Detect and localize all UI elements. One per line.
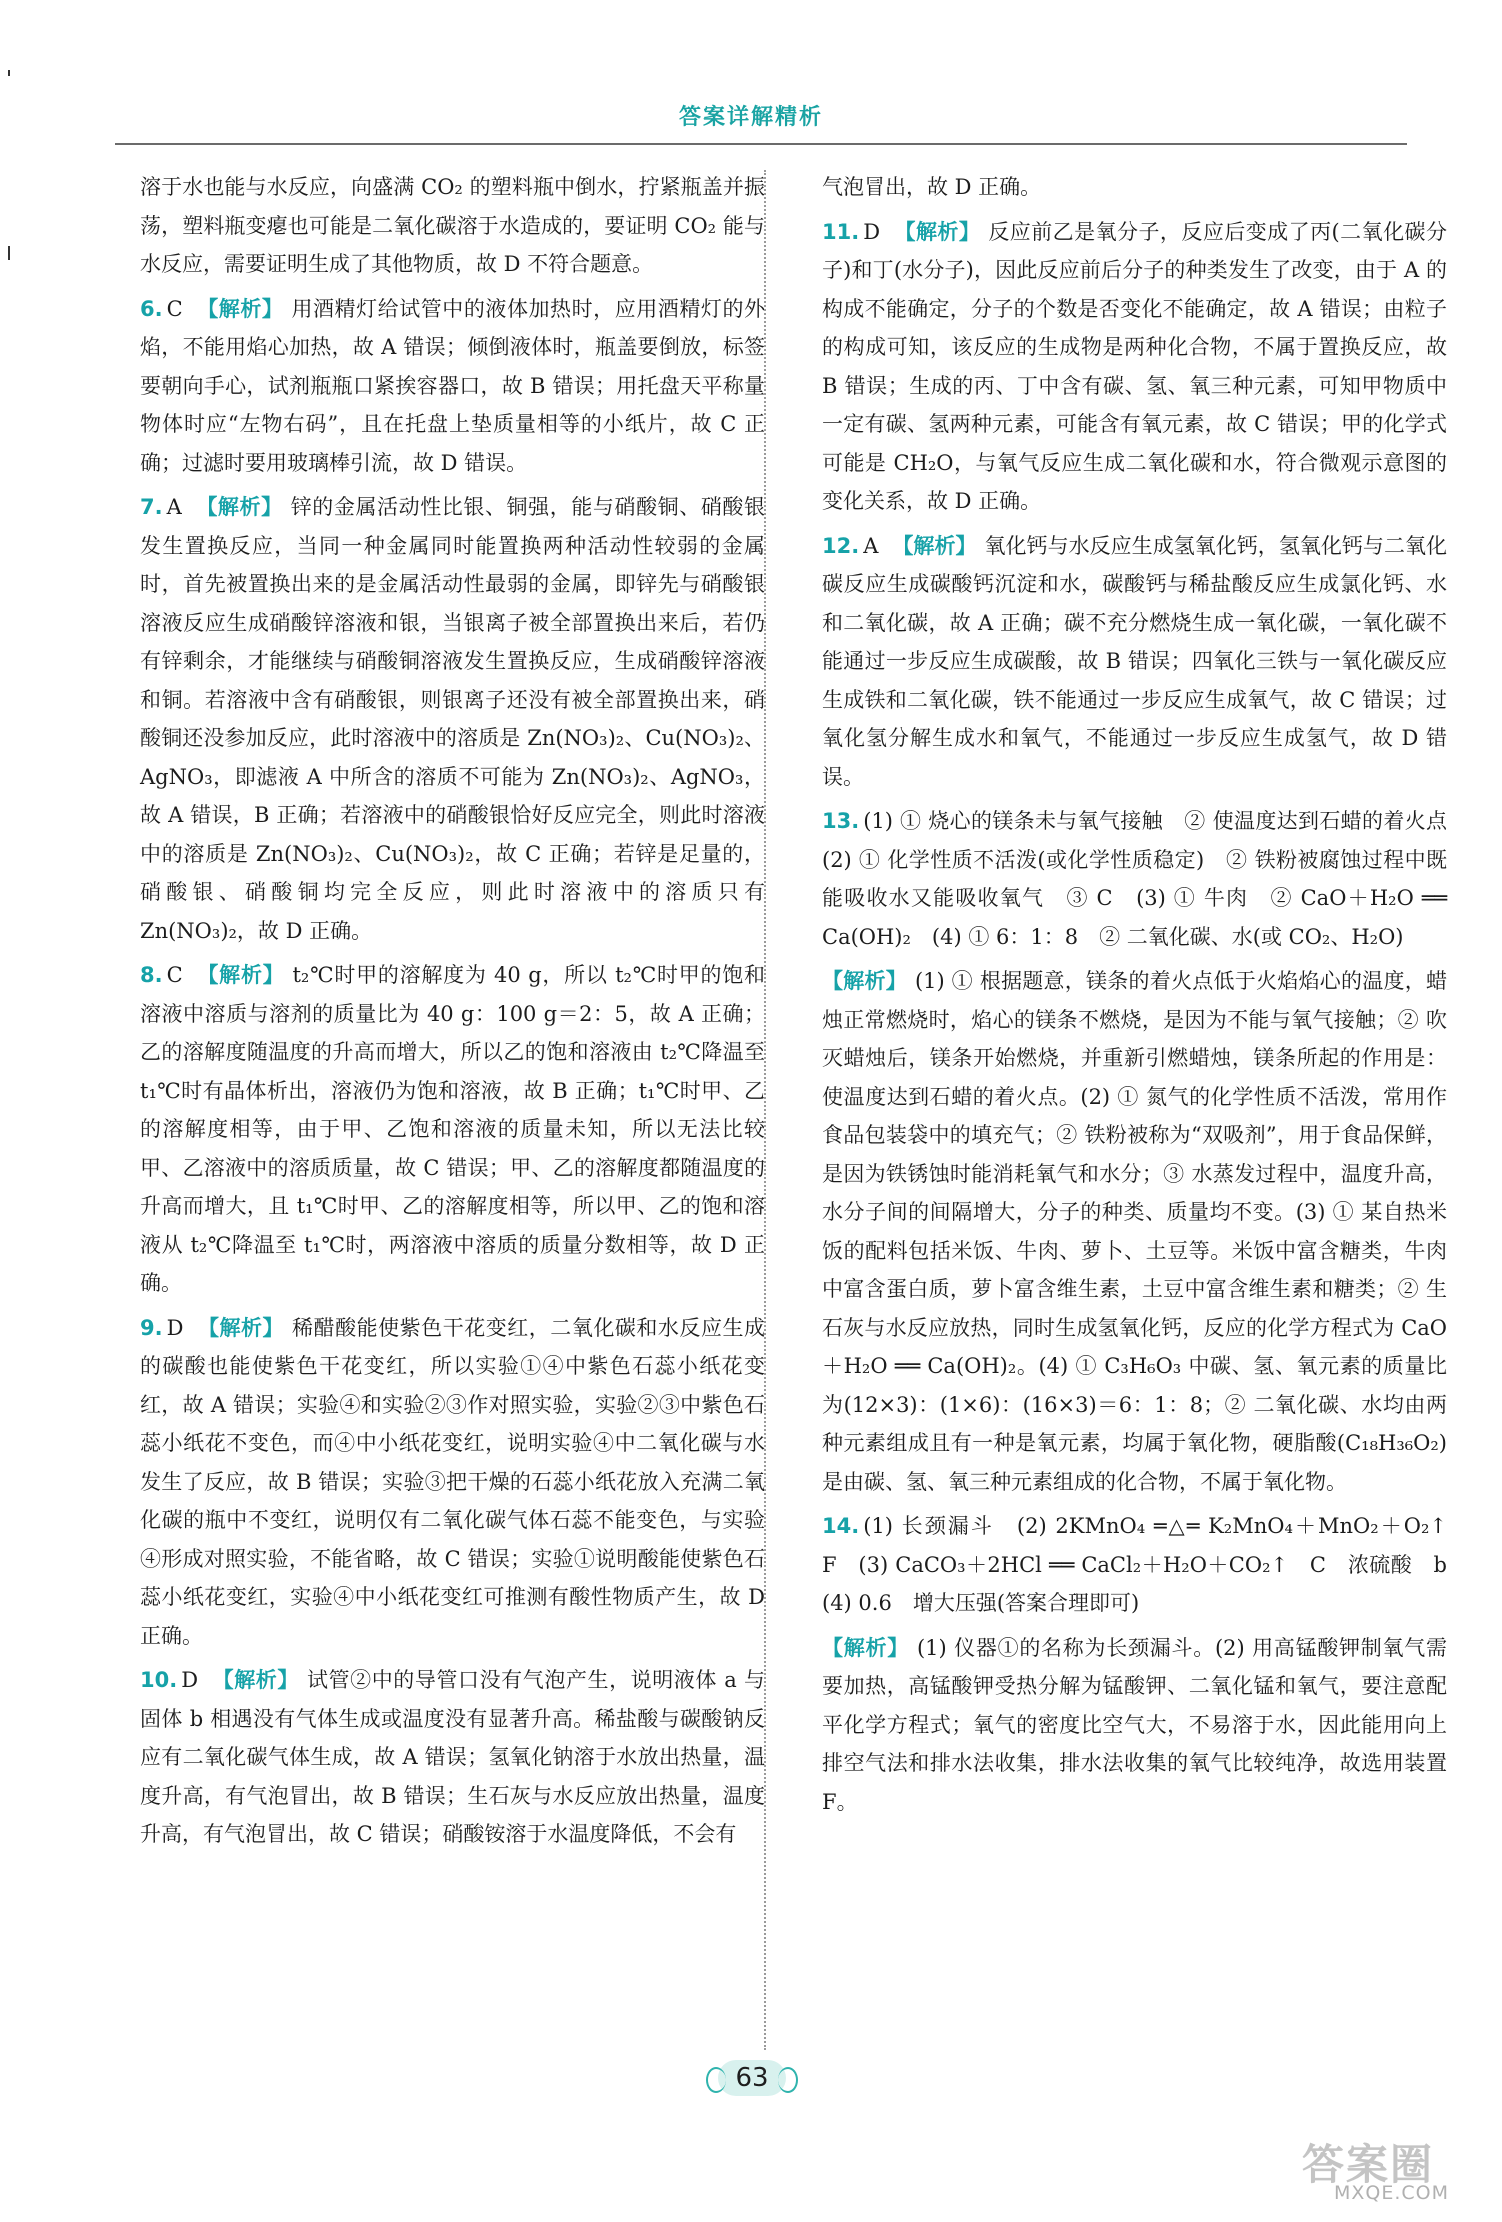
item-number: 10. [140,1668,178,1692]
watermark-logo [1294,2132,1484,2208]
item-answers: (1) ① 烧心的镁条未与氧气接触 ② 使温度达到石蜡的着火点 (2) ① 化学性质不活泼(或化学性质稳定) ② 铁粉被腐蚀过程中既能吸收水又能吸收氧气 ③ C (3) ① 牛肉 ② CaO＋H₂O ══ Ca(OH)₂ (4) ① 6：1：8 ② 二氧化碳、水(或 CO₂、H₂O) [822,809,1468,949]
analysis-tag: 【解析】 [822,1635,909,1660]
analysis-tag: 【解析】 [894,219,981,244]
item-explanation: t₂℃时甲的溶解度为 40 g，所以 t₂℃时甲的饱和溶液中溶质与溶剂的质量比为 40 g：100 g＝2：5，故 A 正确；乙的溶解度随温度的升高而增大，所以乙的饱和溶液由 t₂℃降温至 t₁℃时有晶体析出，溶液仍为饱和溶液，故 B 正确；t₁℃时甲、乙的溶解度相等，由于甲、乙饱和溶液的质量未知，所以无法比较甲、乙溶液中的溶质质量，故 C 错误；甲、乙的溶解度都随温度的升高而增大，且 t₁℃时甲、乙的溶解度相等，所以甲、乙的饱和溶液从 t₂℃降温至 t₁℃时，两溶液中溶质的质量分数相等，故 D 正确。 [140,963,766,1295]
answer-item-14 [822,1507,1468,1623]
watermark-mark: 答案圈 [1302,2140,1435,2189]
item-answers: (1) 长颈漏斗 (2) 2KMnO₄ ═△═ K₂MnO₄＋MnO₂＋O₂↑ F (3) CaCO₃＋2HCl ══ CaCl₂＋H₂O＋CO₂↑ C 浓硫酸 b (4) 0.6 增大压强(答案合理即可) [822,1514,1468,1615]
left-intro-text: 溶于水也能与水反应，向盛满 CO₂ 的塑料瓶中倒水，拧紧瓶盖并振荡，塑料瓶变瘪也可能是二氧化碳溶于水造成的，要证明 CO₂ 能与水反应，需要证明生成了其他物质，故 D 不符合题意。 [140,175,765,276]
column-divider [764,170,766,2050]
item-number: 9. [140,1315,163,1340]
analysis-tag: 【解析】 [196,296,284,321]
item-explanation: 用酒精灯给试管中的液体加热时，应用酒精灯的外焰，不能用焰心加热，故 A 错误；倾倒液体时，瓶盖要倒放，标签要朝向手心，试剂瓶瓶口紧挨容器口，故 B 错误；用托盘天平称量物体时应“左物右码”，且在托盘上垫质量相等的小纸片，故 C 正确；过滤时要用玻璃棒引流，故 D 错误。 [140,296,766,475]
analysis-tag: 【解析】 [195,495,283,519]
answer-item-12 [822,527,1447,797]
analysis-tag: 【解析】 [212,1668,299,1692]
answer-item-8 [140,956,765,1303]
page-number-badge [706,2058,798,2098]
item-explanation: 试管②中的导管口没有气泡产生，说明液体 a 与固体 b 相遇没有气体生成或温度没有显著升高。稀盐酸与碳酸钠反应有二氧化碳气体生成，故 A 错误；氢氧化钠溶于水放出热量，温度升高，有气泡冒出，故 B 错误；生石灰与水反应放出热量，温度升高，有气泡冒出，故 C 错误；硝酸铵溶于水温度降低，不会有 [140,1668,766,1846]
answer-item-14-analysis [822,1629,1447,1822]
analysis-tag: 【解析】 [822,969,907,993]
watermark-url: MXQE.COM [1334,2182,1450,2204]
analysis-tag: 【解析】 [196,963,285,987]
item-answer: C [166,963,183,987]
item-explanation: 氧化钙与水反应生成氢氧化钙，氢氧化钙与二氧化碳反应生成碳酸钙沉淀和水，碳酸钙与稀盐酸反应生成氯化钙、水和二氧化碳，故 A 正确；碳不充分燃烧生成一氧化碳，一氧化碳不能通过一步反应生成碳酸，故 B 错误；四氧化三铁与一氧化碳反应生成铁和二氧化碳，铁不能通过一步反应生成氧气，故 C 错误；过氧化氢分解生成水和氧气，不能通过一步反应生成氢气，故 D 错误。 [822,533,1448,789]
item-answer: D [181,1668,199,1692]
left-column [140,168,765,1860]
left-intro-paragraph [140,168,765,284]
item-number: 6. [140,296,163,321]
analysis-tag: 【解析】 [197,1315,285,1340]
header-rule [115,143,1407,145]
page-number: 63 [735,2063,769,2093]
item-answer: C [166,296,183,321]
item-number: 12. [822,533,860,558]
item-number: 7. [140,495,163,519]
answer-item-9 [140,1309,765,1656]
item-explanation: (1) 仪器①的名称为长颈漏斗。(2) 用高锰酸钾制氧气需要加热，高锰酸钾受热分解为锰酸钾、二氧化锰和氧气，要注意配平化学方程式；氧气的密度比空气大，不易溶于水，因此能用向上排空气法和排水法收集，排水法收集的氧气比较纯净，故选用装置 F。 [822,1635,1448,1814]
item-number: 11. [822,219,860,244]
item-answer: A [863,533,879,558]
answer-item-11 [822,213,1447,521]
item-number: 8. [140,963,163,987]
answer-item-6 [140,290,765,483]
item-answer: D [863,219,881,244]
item-number: 13. [822,809,860,833]
answer-item-10 [140,1661,765,1854]
answer-item-7 [140,488,765,950]
right-intro-text: 气泡冒出，故 D 正确。 [822,175,1042,199]
scan-speck [8,70,10,76]
item-number: 14. [822,1514,860,1538]
answer-item-13-analysis [822,962,1447,1501]
page-header-title: 答案详解精析 [678,105,823,130]
item-explanation: 反应前乙是氧分子，反应后变成了丙(二氧化碳分子)和丁(水分子)，因此反应前后分子的种类发生了改变，由于 A 的构成不能确定，分子的个数是否变化不能确定，故 A 错误；由粒子的构成可知，该反应的生成物是两种化合物，不属于置换反应，故 B 错误；生成的丙、丁中含有碳、氢、氧三种元素，可知甲物质中一定有碳、氢两种元素，可能含有氧元素，故 C 错误；甲的化学式可能是 CH₂O，与氧气反应生成二氧化碳和水，符合微观示意图的变化关系，故 D 正确。 [822,219,1447,513]
analysis-tag: 【解析】 [892,533,977,558]
item-answer: A [166,495,182,519]
item-explanation: 稀醋酸能使紫色干花变红，二氧化碳和水反应生成的碳酸也能使紫色干花变红，所以实验①④中紫色石蕊小纸花变红，故 A 错误；实验④和实验②③作对照实验，实验②③中紫色石蕊小纸花不变色，而④中小纸花变红，说明实验④中二氧化碳与水发生了反应，故 B 错误；实验③把干燥的石蕊小纸花放入充满二氧化碳的瓶中不变红，说明仅有二氧化碳气体石蕊不能变色，与实验④形成对照实验，不能省略，故 C 错误；实验①说明酸能使紫色石蕊小纸花变红，实验④中小纸花变红可推测有酸性物质产生，故 D 正确。 [140,1315,765,1648]
item-explanation: 锌的金属活动性比银、铜强，能与硝酸铜、硝酸银发生置换反应，当同一种金属同时能置换两种活动性较弱的金属时，首先被置换出来的是金属活动性最弱的金属，即锌先与硝酸银溶液反应生成硝酸锌溶液和银，当银离子被全部置换出来后，若仍有锌剩余，才能继续与硝酸铜溶液发生置换反应，生成硝酸锌溶液和铜。若溶液中含有硝酸银，则银离子还没有被全部置换出来，硝酸铜还没参加反应，此时溶液中的溶质是 Zn(NO₃)₂、Cu(NO₃)₂、AgNO₃，即滤液 A 中所含的溶质不可能为 Zn(NO₃)₂、AgNO₃，故 A 错误，B 正确；若溶液中的硝酸银恰好反应完全，则此时溶液中的溶质是 Zn(NO₃)₂、Cu(NO₃)₂，故 C 正确；若锌是足量的，硝酸银、硝酸铜均完全反应，则此时溶液中的溶质只有 Zn(NO₃)₂，故 D 正确。 [140,495,766,943]
right-column [822,168,1468,1827]
item-explanation: (1) ① 根据题意，镁条的着火点低于火焰焰心的温度，蜡烛正常燃烧时，焰心的镁条不燃烧，是因为不能与氧气接触；② 吹灭蜡烛后，镁条开始燃烧，并重新引燃蜡烛，镁条所起的作用是：使温度达到石蜡的着火点。(2) ① 氮气的化学性质不活泼，常用作食品包装袋中的填充气；② 铁粉被称为“双吸剂”，用于食品保鲜，是因为铁锈蚀时能消耗氧气和水分；③ 水蒸发过程中，温度升高，水分子间的间隔增大，分子的种类、质量均不变。(3) ① 某自热米饭的配料包括米饭、牛肉、萝卜、土豆等。米饭中富含糖类，牛肉中富含蛋白质，萝卜富含维生素，土豆中富含维生素和糖类；② 生石灰与水反应放热，同时生成氢氧化钙，反应的化学方程式为 CaO＋H₂O ══ Ca(OH)₂。(4) ① C₃H₆O₃ 中碳、氢、氧元素的质量比为(12×3)：(1×6)：(16×3)＝6：1：8；② 二氧化碳、水均由两种元素组成且有一种是氧元素，均属于氧化物，硬脂酸(C₁₈H₃₆O₂)是由碳、氢、氧三种元素组成的化合物，不属于氧化物。 [822,969,1447,1494]
right-intro-paragraph [822,168,1447,207]
scan-speck [8,246,10,260]
answer-item-13 [822,802,1468,956]
item-answer: D [166,1315,184,1340]
